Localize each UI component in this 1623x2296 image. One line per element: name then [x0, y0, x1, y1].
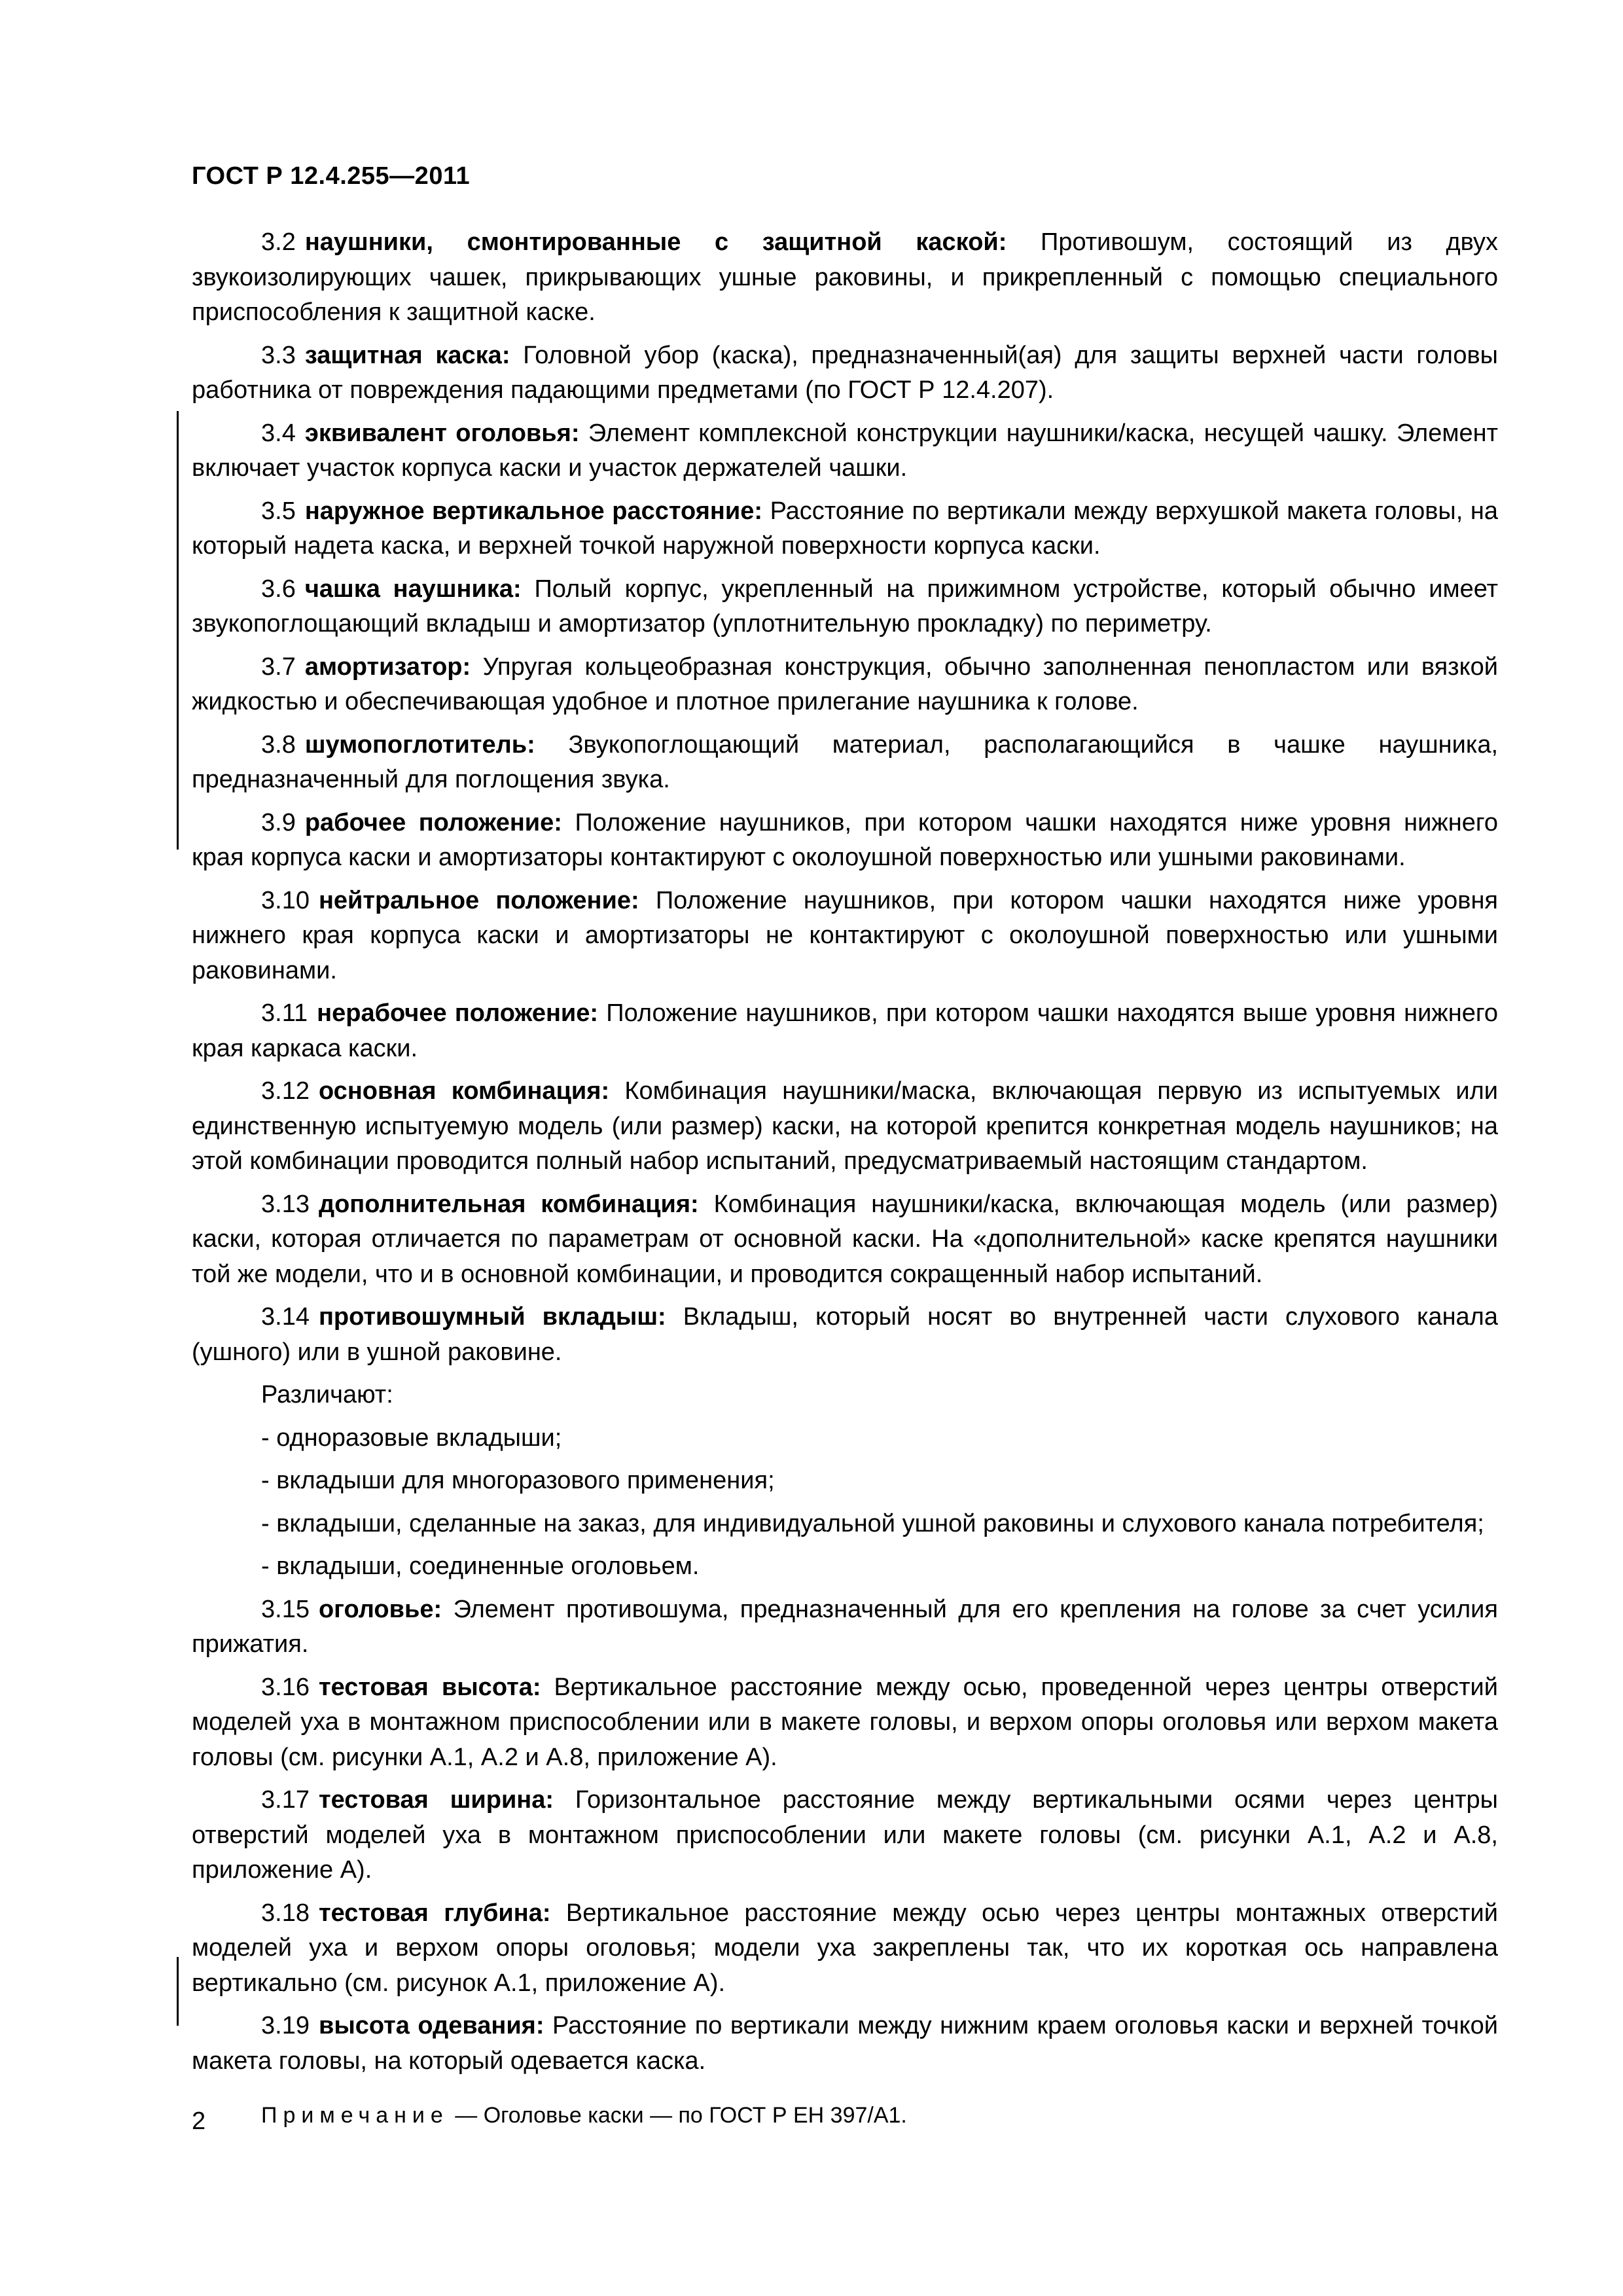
definition-3-18 — [192, 1896, 1498, 2001]
clause-number: 3.13 — [261, 1190, 310, 1218]
term: противошумный вкладыш: — [318, 1303, 666, 1331]
definition-3-6 — [192, 572, 1498, 642]
term: эквивалент оголовья: — [304, 419, 580, 447]
term: тестовая высота: — [318, 1673, 541, 1701]
definition-text: Положение наушников, при котором чашки находятся выше уровня нижнего края каркаса каски. — [192, 999, 1498, 1062]
clause-number: 3.4 — [261, 419, 296, 447]
list-item: - вкладыши для многоразового применения; — [261, 1467, 775, 1494]
document-header: ГОСТ Р 12.4.255—2011 — [192, 162, 471, 190]
clause-number: 3.2 — [261, 228, 296, 256]
definition-text: Вертикальное расстояние между осью через центры монтажных отверстий моделей уха и верхом опоры оголовья; модели уха закреплены так, что их короткая ось направлена вертикально (см. рисунок А.1, приложение А). — [192, 1899, 1498, 1997]
term: высота одевания: — [318, 2012, 544, 2039]
term: тестовая ширина: — [318, 1786, 554, 1814]
definition-text: Вертикальное расстояние между осью, проведенной через центры отверстий моделей уха в монтажном приспособлении или в макете головы, и верхом опоры оголовья или верхом макета головы (см. рисунки А.1, А.2 и А.8, приложение А). — [192, 1673, 1498, 1771]
definition-text: Звукопоглощающий материал, располагающийся в чашке наушника, предназначенный для поглощения звука. — [192, 730, 1499, 793]
note — [192, 2098, 1498, 2134]
definition-3-15 — [192, 1592, 1498, 1662]
list-item: - вкладыши, сделанные на заказ, для индивидуальной ушной раковины и слухового канала потребителя; — [261, 1509, 1484, 1537]
clause-number: 3.11 — [261, 999, 308, 1027]
definition-3-2 — [192, 225, 1498, 331]
note-label: Примечание — [261, 2103, 449, 2128]
clause-number: 3.8 — [261, 730, 296, 759]
clause-number: 3.16 — [261, 1673, 310, 1701]
definition-3-4 — [192, 416, 1498, 486]
list-item: - одноразовые вкладыши; — [261, 1424, 562, 1452]
clause-number: 3.19 — [261, 2012, 310, 2039]
definition-3-12 — [192, 1074, 1498, 1179]
clause-number: 3.17 — [261, 1786, 310, 1814]
definition-text: Расстояние по вертикали между нижним краем оголовья каски и верхней точкой макета головы, на который одевается каска. — [192, 2012, 1498, 2075]
revision-bar-1 — [177, 411, 179, 850]
clause-number: 3.9 — [261, 808, 296, 836]
term: оголовье: — [318, 1595, 442, 1623]
definition-text: Упругая кольцеобразная конструкция, обычно заполненная пенопластом или вязкой жидкостью и обеспечивающая удобное и плотное прилегание наушника к голове. — [192, 653, 1499, 715]
definition-text: Комбинация наушники/каска, включающая модель (или размер) каски, которая отличается по параметрам от основной каски. На «дополнительной» каске крепятся наушники той же модели, что и в основной комбинации, и проводится сокращенный набор испытаний. — [192, 1190, 1499, 1288]
term: амортизатор: — [304, 653, 471, 681]
clause-number: 3.6 — [261, 575, 296, 603]
definition-text: Головной убор (каска), предназначенный(ая) для защиты верхней части головы работника от повреждения падающими предметами (по ГОСТ Р 12.4.207). — [192, 341, 1498, 404]
definition-text: Противошум, состоящий из двух звукоизолирующих чашек, прикрывающих ушные раковины, и прикрепленный с помощью специального приспособления к защитной каске. — [192, 228, 1498, 326]
clause-number: 3.5 — [261, 497, 296, 525]
note-text: — Оголовье каски — по ГОСТ Р ЕН 397/А1. — [455, 2103, 907, 2128]
definition-text: Элемент комплексной конструкции наушники/каска, несущей чашку. Элемент включает участок корпуса каски и участок держателей чашки. — [192, 419, 1498, 482]
revision-bar-2 — [177, 1957, 179, 2026]
definition-text: Элемент противошума, предназначенный для его крепления на голове за счет усилия прижатия. — [192, 1595, 1498, 1658]
term: тестовая глубина: — [318, 1899, 551, 1927]
definition-3-13 — [192, 1187, 1498, 1293]
definition-3-7 — [192, 650, 1498, 720]
term: нерабочее положение: — [317, 999, 599, 1027]
clause-number: 3.18 — [261, 1899, 310, 1927]
definition-text: Комбинация наушники/маска, включающая первую из испытуемых или единственную испытуемую модель (или размер) каски, на которой крепится конкретная модель наушников; на этой комбинации проводится полный набор испытаний, предусматриваемый настоящим стандартом. — [192, 1077, 1499, 1175]
definition-3-16 — [192, 1670, 1498, 1776]
page-number: 2 — [192, 2108, 206, 2135]
clause-number: 3.12 — [261, 1077, 310, 1105]
definition-3-17 — [192, 1783, 1498, 1888]
term: защитная каска: — [304, 341, 510, 369]
term: основная комбинация: — [318, 1077, 610, 1105]
definition-text: Положение наушников, при котором чашки находятся ниже уровня нижнего края корпуса каски и амортизаторы контактируют с околоушной поверхностью или ушными раковинами. — [192, 808, 1498, 871]
term: нейтральное положение: — [318, 886, 639, 914]
definition-3-10 — [192, 884, 1498, 989]
term: шумопоглотитель: — [304, 730, 535, 759]
term: рабочее положение: — [304, 808, 562, 836]
term: дополнительная комбинация: — [318, 1190, 699, 1218]
definition-3-5 — [192, 494, 1498, 564]
clause-number: 3.3 — [261, 341, 296, 369]
clause-number: 3.15 — [261, 1595, 310, 1623]
clause-number: 3.7 — [261, 653, 296, 681]
definition-3-11 — [192, 996, 1498, 1066]
definition-3-8 — [192, 728, 1498, 798]
clause-number: 3.10 — [261, 886, 310, 914]
distinguish-label: Различают: — [261, 1381, 393, 1408]
definition-3-9 — [192, 806, 1498, 876]
definition-text: Вкладыш, который носят во внутренней части слухового канала (ушного) или в ушной раковине. — [192, 1303, 1498, 1366]
term: чашка наушника: — [304, 575, 522, 603]
definition-3-19 — [192, 2009, 1498, 2079]
list-item: - вкладыши, соединенные оголовьем. — [261, 1552, 700, 1580]
definition-3-14 — [192, 1300, 1498, 1370]
document-body — [192, 225, 1498, 2142]
term: наружное вертикальное расстояние: — [304, 497, 762, 525]
term: наушники, смонтированные с защитной каской: — [304, 228, 1007, 256]
definition-text: Расстояние по вертикали между верхушкой макета головы, на который надета каска, и верхней точкой наружной поверхности корпуса каски. — [192, 497, 1498, 560]
definition-text: Положение наушников, при котором чашки находятся ниже уровня нижнего края корпуса каски и амортизаторы не контактируют с околоушной поверхностью или ушными раковинами. — [192, 886, 1499, 984]
definition-text: Полый корпус, укрепленный на прижимном устройстве, который обычно имеет звукопоглощающий вкладыш и амортизатор (уплотнительную прокладку) по периметру. — [192, 575, 1498, 637]
definition-3-3 — [192, 338, 1498, 408]
definition-text: Горизонтальное расстояние между вертикальными осями через центры отверстий моделей уха в монтажном приспособлении или макете головы (см. рисунки А.1, А.2 и А.8, приложение А). — [192, 1786, 1498, 1884]
clause-number: 3.14 — [261, 1303, 310, 1331]
